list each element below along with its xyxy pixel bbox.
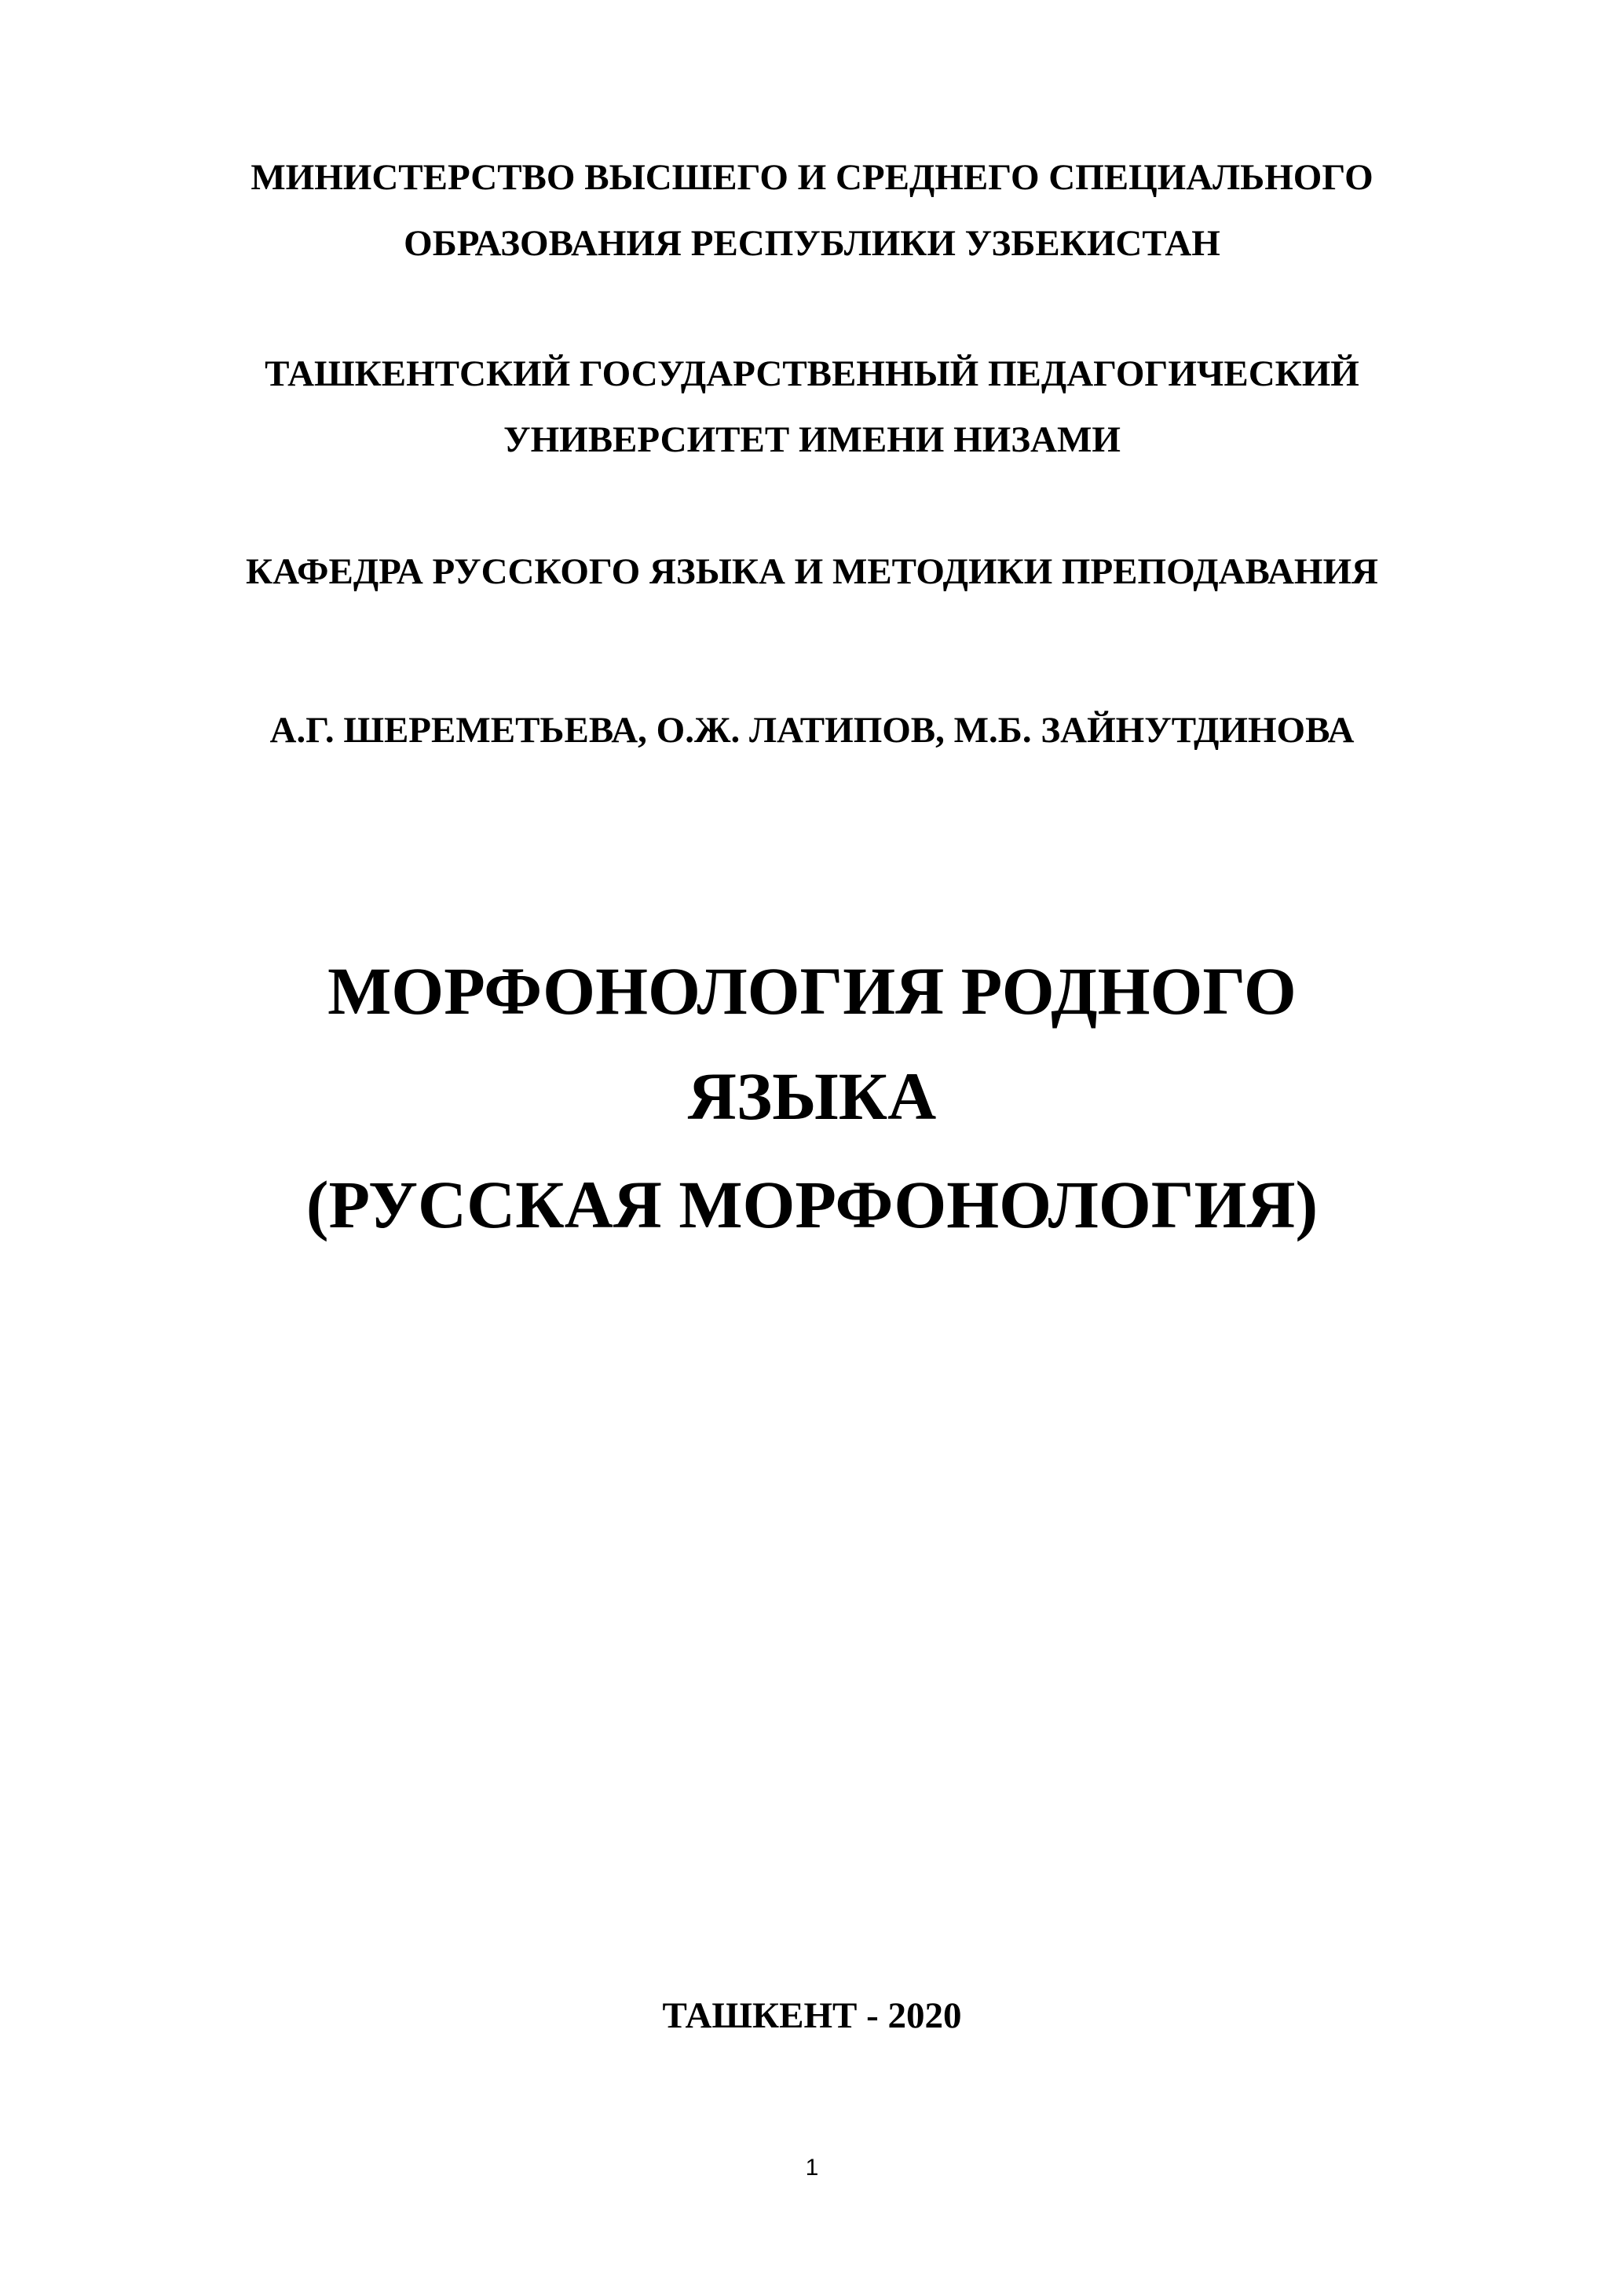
book-subtitle	[0, 1152, 1624, 1257]
department-heading	[0, 539, 1624, 605]
university-heading	[0, 341, 1624, 473]
city-year	[0, 1983, 1624, 2049]
book-subtitle-line: (РУССКАЯ МОРФОНОЛОГИЯ)	[305, 1167, 1319, 1242]
city-year-line: ТАШКЕНТ - 2020	[662, 1995, 962, 2036]
book-title	[0, 938, 1624, 1149]
book-title-line-2: ЯЗЫКА	[687, 1058, 937, 1134]
page-number: 1	[805, 2155, 819, 2181]
ministry-heading	[0, 144, 1624, 276]
ministry-line-1: МИНИСТЕРСТВО ВЫСШЕГО И СРЕДНЕГО СПЕЦИАЛЬНОГО	[251, 157, 1373, 198]
ministry-line-2: ОБРАЗОВАНИЯ РЕСПУБЛИКИ УЗБЕКИСТАН	[404, 223, 1220, 264]
university-line-1: ТАШКЕНТСКИЙ ГОСУДАРСТВЕННЫЙ ПЕДАГОГИЧЕСКИЙ	[265, 353, 1359, 394]
authors-line: А.Г. ШЕРЕМЕТЬЕВА, О.Ж. ЛАТИПОВ, М.Б. ЗАЙНУТДИНОВА	[269, 710, 1355, 751]
authors	[0, 697, 1624, 763]
book-title-line-1: МОРФОНОЛОГИЯ РОДНОГО	[327, 953, 1297, 1029]
department-line: КАФЕДРА РУССКОГО ЯЗЫКА И МЕТОДИКИ ПРЕПОДАВАНИЯ	[246, 551, 1378, 592]
university-line-2: УНИВЕРСИТЕТ ИМЕНИ НИЗАМИ	[503, 419, 1121, 460]
